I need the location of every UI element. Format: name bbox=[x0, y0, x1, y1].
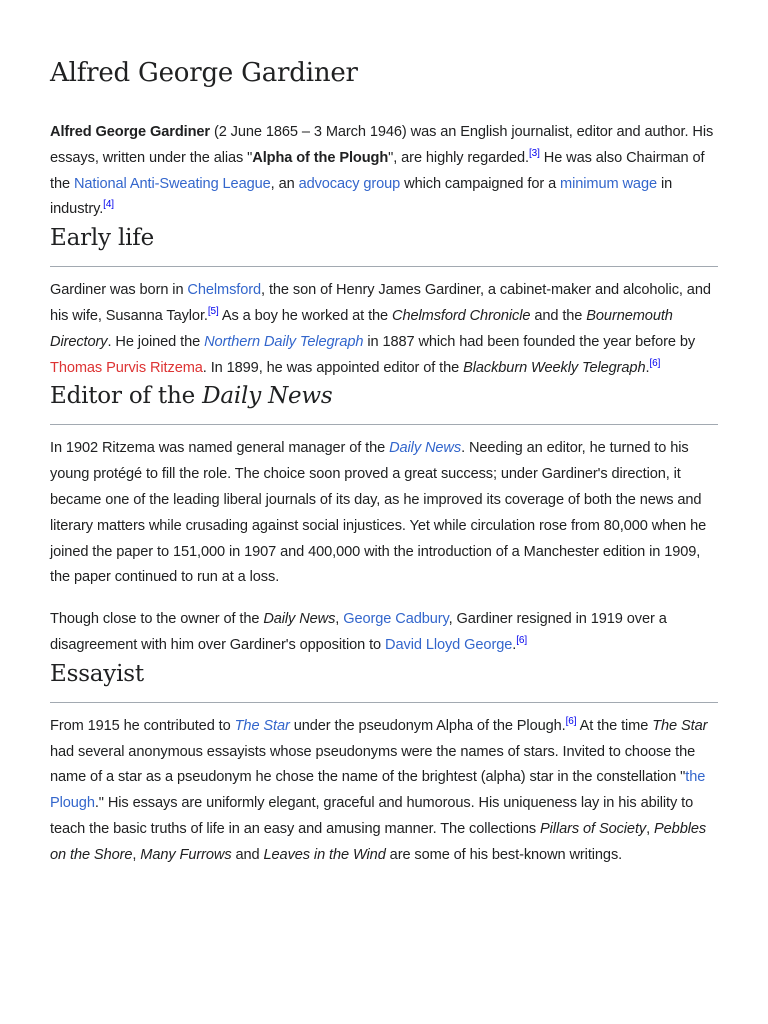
reference-link[interactable]: [4] bbox=[103, 199, 114, 211]
text: From 1915 he contributed to bbox=[50, 717, 235, 734]
link-chelmsford[interactable]: Chelmsford bbox=[187, 282, 262, 299]
text: in industry. bbox=[50, 175, 673, 218]
essayist-paragraph bbox=[50, 714, 718, 869]
publication-name: The Star bbox=[652, 717, 708, 734]
reference-link[interactable]: [6] bbox=[516, 635, 528, 647]
book-title: Many Furrows bbox=[140, 846, 232, 863]
text: in 1887 which had been founded the year before by bbox=[363, 333, 696, 350]
reference-link[interactable]: [6] bbox=[649, 357, 661, 369]
link-advocacy-group[interactable]: advocacy group bbox=[298, 175, 401, 192]
alias-name: Alpha of the Plough bbox=[252, 149, 389, 166]
redlink-thomas-purvis-ritzema[interactable]: Thomas Purvis Ritzema bbox=[50, 359, 203, 376]
text: In 1902 Ritzema was named general manager of the bbox=[50, 440, 390, 457]
reference-link[interactable]: [3] bbox=[528, 147, 540, 159]
heading-italic-text: Daily News bbox=[202, 383, 333, 410]
reference-link[interactable]: [6] bbox=[565, 715, 577, 727]
article bbox=[50, 0, 718, 869]
publication-name: Blackburn Weekly Telegraph bbox=[463, 359, 646, 376]
publication-name: Daily News bbox=[263, 611, 336, 628]
text: , Gardiner resigned in 1919 over a disagreement with him over Gardiner's opposition to bbox=[50, 611, 667, 653]
text: As a boy he worked at the bbox=[218, 307, 393, 324]
link-the-star[interactable]: The Star bbox=[234, 717, 290, 734]
text: which campaigned for a bbox=[400, 175, 561, 192]
publication-name: Bournemouth Directory bbox=[50, 307, 673, 350]
link-northern-daily-telegraph[interactable]: Northern Daily Telegraph bbox=[204, 333, 364, 350]
book-title: Leaves in the Wind bbox=[263, 846, 386, 863]
book-title: Pebbles on the Shore bbox=[50, 820, 707, 863]
text: and the bbox=[530, 307, 587, 324]
link-george-cadbury[interactable]: George Cadbury bbox=[343, 611, 449, 628]
text: . Needing an editor, he turned to his young protégé to fill the role. The choice soon proved a great success; under Gardiner's direction, it became one of the leading liberal journals of its day, as he improved its coverage of both the news and literary matters while crusading against social injustices. Yet while circulation rose from 80,000 when he joined the paper to 151,000 in 1907 and 400,000 with the introduction of a Manchester edition in 1909, the paper continued to run at a loss. bbox=[50, 440, 707, 586]
link-minimum-wage[interactable]: minimum wage bbox=[560, 175, 657, 192]
text: Gardiner was born in bbox=[50, 282, 188, 299]
text: . bbox=[645, 359, 650, 376]
text: , bbox=[335, 611, 344, 628]
text: , bbox=[646, 820, 655, 837]
text: , bbox=[132, 846, 141, 863]
page-title: Alfred George Gardiner bbox=[50, 58, 358, 88]
text: are some of his best-known writings. bbox=[385, 846, 623, 863]
section-heading-early-life: Early life bbox=[50, 223, 718, 267]
book-title: Pillars of Society bbox=[540, 820, 647, 837]
text: . He joined the bbox=[107, 333, 205, 350]
text: Though close to the owner of the bbox=[50, 611, 264, 628]
text: . bbox=[512, 636, 517, 653]
subject-name: Alfred George Gardiner bbox=[50, 124, 210, 140]
link-david-lloyd-george[interactable]: David Lloyd George bbox=[385, 636, 513, 653]
text: (2 June 1865 – 3 March 1946) was an English journalist, editor and author. His essays, written under the alias " bbox=[50, 124, 714, 166]
text: and bbox=[231, 846, 264, 863]
heading-text: Editor of the bbox=[50, 383, 203, 410]
text: , an bbox=[270, 175, 299, 192]
early-life-paragraph bbox=[50, 278, 718, 381]
link-daily-news[interactable]: Daily News bbox=[389, 440, 462, 457]
section-heading-essayist: Essayist bbox=[50, 659, 718, 703]
text: He was also Chairman of the bbox=[50, 149, 705, 192]
lead-paragraph bbox=[50, 120, 718, 223]
daily-news-paragraph-2 bbox=[50, 607, 718, 659]
link-the-plough[interactable]: the Plough bbox=[50, 769, 706, 812]
publication-name: Chelmsford Chronicle bbox=[392, 307, 531, 324]
reference-link[interactable]: [5] bbox=[207, 306, 219, 318]
text: At the time bbox=[576, 717, 653, 734]
text: ", are highly regarded. bbox=[388, 149, 529, 166]
text: , the son of Henry James Gardiner, a cabinet-maker and alcoholic, and his wife, Susanna Taylor. bbox=[50, 282, 711, 324]
section-heading-daily-news bbox=[50, 381, 718, 425]
text: under the pseudonym Alpha of the Plough. bbox=[289, 717, 566, 734]
text: had several anonymous essayists whose pseudonyms were the names of stars. Invited to choose the name of a star as a pseudonym he chose the name of the brightest (alpha) star in the constellation " bbox=[50, 743, 696, 786]
text: . In 1899, he was appointed editor of the bbox=[202, 359, 464, 376]
link-national-anti-sweating-league[interactable]: National Anti-Sweating League bbox=[73, 175, 271, 192]
text: ." His essays are uniformly elegant, graceful and humorous. His uniqueness lay in his ability to teach the basic truths of life in an easy and amusing manner. The collections bbox=[50, 795, 694, 837]
daily-news-paragraph-1 bbox=[50, 436, 718, 591]
